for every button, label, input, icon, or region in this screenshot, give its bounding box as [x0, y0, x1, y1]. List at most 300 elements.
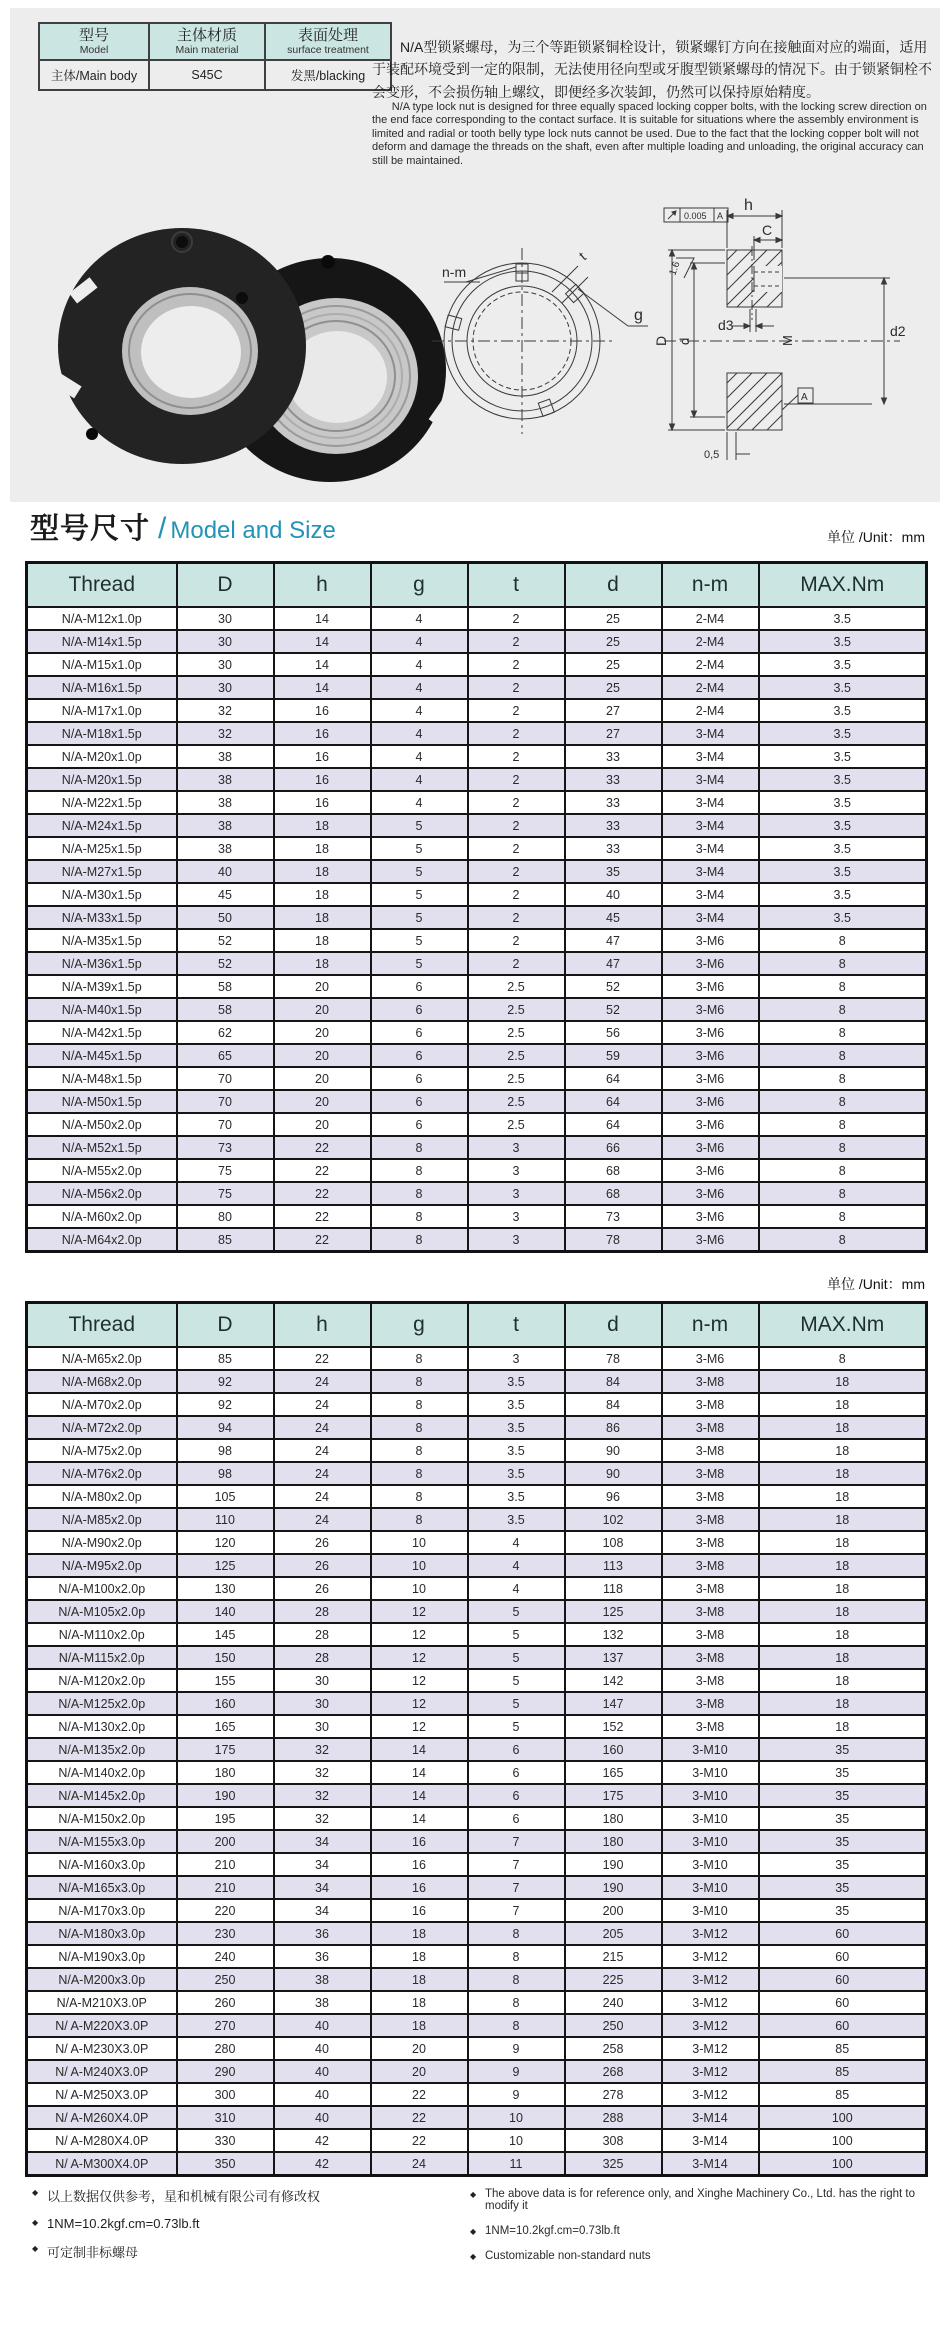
value-cell: 125: [565, 1600, 662, 1623]
value-cell: 120: [177, 1531, 274, 1554]
value-cell: 34: [274, 1899, 371, 1922]
value-cell: 8: [371, 1393, 468, 1416]
value-cell: 75: [177, 1159, 274, 1182]
value-cell: 30: [177, 676, 274, 699]
value-cell: 16: [274, 745, 371, 768]
thread-cell: N/ A-M280X4.0P: [27, 2129, 177, 2152]
value-cell: 108: [565, 1531, 662, 1554]
value-cell: 3-M10: [662, 1738, 759, 1761]
value-cell: 24: [274, 1370, 371, 1393]
value-cell: 40: [274, 2106, 371, 2129]
value-cell: 38: [177, 768, 274, 791]
thread-cell: N/A-M145x2.0p: [27, 1784, 177, 1807]
thread-cell: N/A-M55x2.0p: [27, 1159, 177, 1182]
value-cell: 18: [759, 1554, 927, 1577]
value-cell: 165: [565, 1761, 662, 1784]
value-cell: 22: [274, 1205, 371, 1228]
value-cell: 3-M6: [662, 998, 759, 1021]
value-cell: 33: [565, 791, 662, 814]
value-cell: 195: [177, 1807, 274, 1830]
value-cell: 5: [468, 1715, 565, 1738]
value-cell: 8: [759, 975, 927, 998]
lock-nut-front: [50, 228, 306, 464]
footnotes-english: [470, 2188, 935, 2275]
value-cell: 22: [371, 2083, 468, 2106]
table-row: [27, 929, 927, 952]
thread-cell: N/A-M80x2.0p: [27, 1485, 177, 1508]
table-row: [27, 1044, 927, 1067]
value-cell: 18: [371, 1945, 468, 1968]
value-cell: 8: [759, 1113, 927, 1136]
value-cell: 160: [565, 1738, 662, 1761]
column-header: D: [177, 1303, 274, 1348]
table-row: [27, 630, 927, 653]
size-table-2: [25, 1301, 928, 2177]
value-cell: 68: [565, 1159, 662, 1182]
value-cell: 7: [468, 1876, 565, 1899]
value-cell: 3-M4: [662, 791, 759, 814]
value-cell: 60: [759, 1968, 927, 1991]
column-header: t: [468, 1303, 565, 1348]
value-cell: 5: [371, 929, 468, 952]
value-cell: 22: [274, 1182, 371, 1205]
value-cell: 8: [759, 952, 927, 975]
value-cell: 190: [565, 1853, 662, 1876]
dim-label-n-m: n-m: [442, 264, 467, 280]
table-row: [27, 1876, 927, 1899]
table-row: [27, 2014, 927, 2037]
thread-cell: N/A-M18x1.5p: [27, 722, 177, 745]
value-cell: 258: [565, 2037, 662, 2060]
value-cell: 20: [274, 998, 371, 1021]
thread-cell: N/A-M56x2.0p: [27, 1182, 177, 1205]
value-cell: 40: [177, 860, 274, 883]
value-cell: 180: [565, 1830, 662, 1853]
column-header: h: [274, 563, 371, 608]
thread-cell: N/A-M65x2.0p: [27, 1347, 177, 1370]
table-row: [27, 1784, 927, 1807]
value-cell: 325: [565, 2152, 662, 2176]
value-cell: 2.5: [468, 998, 565, 1021]
value-cell: 125: [177, 1554, 274, 1577]
thread-cell: N/A-M48x1.5p: [27, 1067, 177, 1090]
value-cell: 3-M8: [662, 1462, 759, 1485]
table-row: [27, 1485, 927, 1508]
value-cell: 40: [274, 2083, 371, 2106]
table-row: [27, 2152, 927, 2176]
value-cell: 290: [177, 2060, 274, 2083]
value-cell: 3-M8: [662, 1577, 759, 1600]
value-cell: 35: [565, 860, 662, 883]
value-cell: 30: [177, 607, 274, 630]
thread-cell: N/A-M17x1.0p: [27, 699, 177, 722]
table-row: [27, 860, 927, 883]
value-cell: 3-M10: [662, 1807, 759, 1830]
value-cell: 98: [177, 1462, 274, 1485]
value-cell: 2: [468, 745, 565, 768]
value-cell: 4: [468, 1531, 565, 1554]
table-row: [27, 1623, 927, 1646]
value-cell: 3-M8: [662, 1554, 759, 1577]
value-cell: 60: [759, 1922, 927, 1945]
value-cell: 3: [468, 1159, 565, 1182]
value-cell: 300: [177, 2083, 274, 2106]
footnote-item: ◆ 1NM=10.2kgf.cm=0.73lb.ft: [32, 2216, 452, 2231]
value-cell: 90: [565, 1439, 662, 1462]
value-cell: 6: [468, 1807, 565, 1830]
value-cell: 34: [274, 1830, 371, 1853]
table-row: [27, 1090, 927, 1113]
value-cell: 8: [371, 1462, 468, 1485]
value-cell: 20: [371, 2060, 468, 2083]
table-row: [27, 906, 927, 929]
value-cell: 18: [759, 1669, 927, 1692]
value-cell: 240: [565, 1991, 662, 2014]
value-cell: 8: [759, 929, 927, 952]
value-cell: 73: [565, 1205, 662, 1228]
value-cell: 2.5: [468, 1113, 565, 1136]
column-header: Thread: [27, 1303, 177, 1348]
value-cell: 64: [565, 1113, 662, 1136]
value-cell: 70: [177, 1113, 274, 1136]
table-row: [27, 1113, 927, 1136]
value-cell: 32: [274, 1761, 371, 1784]
column-header: d: [565, 563, 662, 608]
value-cell: 14: [274, 676, 371, 699]
value-cell: 85: [177, 1228, 274, 1252]
value-cell: 18: [371, 1968, 468, 1991]
value-cell: 14: [274, 653, 371, 676]
value-cell: 3-M12: [662, 2060, 759, 2083]
dim-label-D: D: [653, 335, 669, 346]
footnotes-chinese: [32, 2186, 452, 2272]
value-cell: 85: [759, 2083, 927, 2106]
thread-cell: N/A-M70x2.0p: [27, 1393, 177, 1416]
value-cell: 142: [565, 1669, 662, 1692]
table-row: [27, 1159, 927, 1182]
value-cell: 60: [759, 1991, 927, 2014]
column-header: n-m: [662, 563, 759, 608]
value-cell: 18: [759, 1439, 927, 1462]
value-cell: 250: [177, 1968, 274, 1991]
value-cell: 3-M6: [662, 1113, 759, 1136]
value-cell: 3-M8: [662, 1669, 759, 1692]
table-row: [27, 2129, 927, 2152]
value-cell: 3-M8: [662, 1623, 759, 1646]
value-cell: 4: [371, 630, 468, 653]
value-cell: 50: [177, 906, 274, 929]
thread-cell: N/ A-M240X3.0P: [27, 2060, 177, 2083]
dim-label-t: t: [575, 248, 589, 264]
column-header: g: [371, 1303, 468, 1348]
value-cell: 20: [274, 1044, 371, 1067]
value-cell: 3.5: [759, 653, 927, 676]
value-cell: 25: [565, 653, 662, 676]
value-cell: 78: [565, 1347, 662, 1370]
value-cell: 8: [759, 1159, 927, 1182]
thread-cell: N/A-M12x1.0p: [27, 607, 177, 630]
value-cell: 308: [565, 2129, 662, 2152]
table-row: [27, 791, 927, 814]
value-cell: 8: [759, 1067, 927, 1090]
value-cell: 3.5: [468, 1416, 565, 1439]
thread-cell: N/A-M22x1.5p: [27, 791, 177, 814]
value-cell: 60: [759, 2014, 927, 2037]
value-cell: 4: [468, 1577, 565, 1600]
dim-label-g: g: [634, 307, 643, 324]
value-cell: 8: [759, 1182, 927, 1205]
value-cell: 137: [565, 1646, 662, 1669]
value-cell: 68: [565, 1182, 662, 1205]
value-cell: 180: [565, 1807, 662, 1830]
value-cell: 18: [759, 1370, 927, 1393]
value-cell: 16: [274, 791, 371, 814]
value-cell: 5: [468, 1600, 565, 1623]
value-cell: 2.5: [468, 975, 565, 998]
value-cell: 16: [274, 722, 371, 745]
column-header: n-m: [662, 1303, 759, 1348]
column-header: MAX.Nm: [759, 563, 927, 608]
info-cell-body: 主体/Main body: [39, 60, 149, 90]
value-cell: 14: [371, 1807, 468, 1830]
value-cell: 180: [177, 1761, 274, 1784]
value-cell: 3-M14: [662, 2129, 759, 2152]
value-cell: 3.5: [759, 860, 927, 883]
thread-cell: N/A-M14x1.5p: [27, 630, 177, 653]
table-row: [27, 1899, 927, 1922]
value-cell: 12: [371, 1623, 468, 1646]
value-cell: 3-M6: [662, 1044, 759, 1067]
value-cell: 2.5: [468, 1090, 565, 1113]
dim-label-h: h: [744, 197, 753, 214]
info-header-material-en: Main material: [175, 44, 239, 57]
value-cell: 36: [274, 1922, 371, 1945]
table-row: [27, 1830, 927, 1853]
value-cell: 4: [371, 745, 468, 768]
thread-cell: N/A-M52x1.5p: [27, 1136, 177, 1159]
thread-cell: N/A-M190x3.0p: [27, 1945, 177, 1968]
value-cell: 4: [371, 722, 468, 745]
footnote-item: ◆ 以上数据仅供参考，星和机械有限公司有修改权: [32, 2186, 452, 2205]
info-header-model-en: Model: [79, 44, 109, 57]
value-cell: 113: [565, 1554, 662, 1577]
thread-cell: N/A-M30x1.5p: [27, 883, 177, 906]
table-row: [27, 1807, 927, 1830]
thread-cell: N/A-M135x2.0p: [27, 1738, 177, 1761]
value-cell: 66: [565, 1136, 662, 1159]
thread-cell: N/A-M115x2.0p: [27, 1646, 177, 1669]
info-header-model: [39, 23, 149, 60]
value-cell: 24: [371, 2152, 468, 2176]
value-cell: 3-M4: [662, 722, 759, 745]
value-cell: 2: [468, 837, 565, 860]
value-cell: 18: [274, 860, 371, 883]
value-cell: 12: [371, 1669, 468, 1692]
value-cell: 8: [371, 1508, 468, 1531]
value-cell: 26: [274, 1531, 371, 1554]
value-cell: 2-M4: [662, 607, 759, 630]
unit-label-2: 单位 /Unit：mm: [827, 1276, 925, 1292]
value-cell: 20: [274, 1090, 371, 1113]
column-header: D: [177, 563, 274, 608]
value-cell: 45: [177, 883, 274, 906]
value-cell: 8: [371, 1416, 468, 1439]
value-cell: 33: [565, 837, 662, 860]
table-row: [27, 1067, 927, 1090]
value-cell: 20: [371, 2037, 468, 2060]
thread-cell: N/A-M140x2.0p: [27, 1761, 177, 1784]
value-cell: 2-M4: [662, 630, 759, 653]
value-cell: 64: [565, 1067, 662, 1090]
value-cell: 65: [177, 1044, 274, 1067]
value-cell: 32: [177, 722, 274, 745]
value-cell: 25: [565, 676, 662, 699]
value-cell: 3-M6: [662, 1090, 759, 1113]
thread-cell: N/A-M75x2.0p: [27, 1439, 177, 1462]
value-cell: 6: [371, 1021, 468, 1044]
value-cell: 215: [565, 1945, 662, 1968]
value-cell: 40: [274, 2014, 371, 2037]
value-cell: 3-M4: [662, 745, 759, 768]
thread-cell: N/A-M105x2.0p: [27, 1600, 177, 1623]
value-cell: 4: [371, 653, 468, 676]
table-row: [27, 1669, 927, 1692]
table-row: [27, 1347, 927, 1370]
value-cell: 18: [371, 2014, 468, 2037]
page-title-cn: 型号尺寸: [30, 513, 151, 545]
value-cell: 22: [274, 1228, 371, 1252]
value-cell: 5: [371, 837, 468, 860]
value-cell: 36: [274, 1945, 371, 1968]
value-cell: 130: [177, 1577, 274, 1600]
value-cell: 10: [371, 1554, 468, 1577]
description-chinese: N/A型锁紧螺母，为三个等距锁紧铜栓设计，锁紧螺钉方向在接触面对应的端面，适用于装配环境受到一定的限制，无法使用径向型或牙腹型锁紧螺母的情况下。由于锁紧铜栓不会变形，不会损伤轴上螺纹，即便经多次装卸，仍然可以保持原始精度。: [372, 39, 932, 100]
value-cell: 3-M6: [662, 1205, 759, 1228]
thread-cell: N/ A-M220X3.0P: [27, 2014, 177, 2037]
value-cell: 3-M8: [662, 1485, 759, 1508]
thread-cell: N/ A-M230X3.0P: [27, 2037, 177, 2060]
value-cell: 14: [371, 1784, 468, 1807]
value-cell: 3.5: [759, 607, 927, 630]
value-cell: 160: [177, 1692, 274, 1715]
value-cell: 33: [565, 745, 662, 768]
value-cell: 8: [759, 998, 927, 1021]
value-cell: 3: [468, 1205, 565, 1228]
value-cell: 270: [177, 2014, 274, 2037]
value-cell: 20: [274, 1021, 371, 1044]
value-cell: 20: [274, 1113, 371, 1136]
value-cell: 94: [177, 1416, 274, 1439]
value-cell: 6: [468, 1761, 565, 1784]
value-cell: 3-M12: [662, 2083, 759, 2106]
value-cell: 8: [759, 1044, 927, 1067]
value-cell: 2-M4: [662, 699, 759, 722]
value-cell: 205: [565, 1922, 662, 1945]
value-cell: 3-M4: [662, 860, 759, 883]
value-cell: 200: [565, 1899, 662, 1922]
value-cell: 3-M6: [662, 1067, 759, 1090]
value-cell: 8: [371, 1159, 468, 1182]
value-cell: 3-M4: [662, 837, 759, 860]
value-cell: 200: [177, 1830, 274, 1853]
table-row: [27, 1021, 927, 1044]
value-cell: 3-M12: [662, 1968, 759, 1991]
value-cell: 165: [177, 1715, 274, 1738]
value-cell: 35: [759, 1853, 927, 1876]
info-header-surface-cn: 表面处理: [297, 27, 358, 44]
value-cell: 220: [177, 1899, 274, 1922]
value-cell: 2-M4: [662, 653, 759, 676]
value-cell: 52: [565, 975, 662, 998]
value-cell: 8: [371, 1205, 468, 1228]
value-cell: 210: [177, 1853, 274, 1876]
value-cell: 2: [468, 791, 565, 814]
value-cell: 6: [371, 1067, 468, 1090]
value-cell: 28: [274, 1646, 371, 1669]
value-cell: 38: [177, 837, 274, 860]
value-cell: 35: [759, 1784, 927, 1807]
value-cell: 3-M6: [662, 975, 759, 998]
value-cell: 85: [759, 2037, 927, 2060]
info-cell-material: S45C: [149, 60, 265, 90]
value-cell: 80: [177, 1205, 274, 1228]
value-cell: 3-M6: [662, 929, 759, 952]
value-cell: 2: [468, 860, 565, 883]
thread-cell: N/A-M42x1.5p: [27, 1021, 177, 1044]
thread-cell: N/A-M155x3.0p: [27, 1830, 177, 1853]
table-row: [27, 952, 927, 975]
value-cell: 6: [371, 975, 468, 998]
value-cell: 35: [759, 1738, 927, 1761]
value-cell: 3.5: [759, 883, 927, 906]
value-cell: 3-M8: [662, 1646, 759, 1669]
thread-cell: N/A-M165x3.0p: [27, 1876, 177, 1899]
value-cell: 2: [468, 883, 565, 906]
value-cell: 18: [759, 1416, 927, 1439]
value-cell: 7: [468, 1830, 565, 1853]
table-row: [27, 1715, 927, 1738]
value-cell: 60: [759, 1945, 927, 1968]
value-cell: 18: [759, 1692, 927, 1715]
dim-label-M: M: [780, 335, 795, 346]
info-cell-surface: 发黑/blacking: [265, 60, 391, 90]
thread-cell: N/A-M64x2.0p: [27, 1228, 177, 1252]
value-cell: 16: [274, 768, 371, 791]
table-row: [27, 1508, 927, 1531]
value-cell: 10: [371, 1531, 468, 1554]
value-cell: 190: [565, 1876, 662, 1899]
column-header: h: [274, 1303, 371, 1348]
value-cell: 18: [759, 1531, 927, 1554]
column-header: d: [565, 1303, 662, 1348]
value-cell: 5: [468, 1669, 565, 1692]
value-cell: 250: [565, 2014, 662, 2037]
value-cell: 140: [177, 1600, 274, 1623]
table-row: [27, 1416, 927, 1439]
value-cell: 145: [177, 1623, 274, 1646]
value-cell: 2: [468, 699, 565, 722]
table-row: [27, 2037, 927, 2060]
value-cell: 3-M6: [662, 1021, 759, 1044]
value-cell: 3: [468, 1228, 565, 1252]
page-title: [30, 506, 336, 547]
value-cell: 3-M10: [662, 1830, 759, 1853]
value-cell: 3-M8: [662, 1715, 759, 1738]
value-cell: 3-M10: [662, 1876, 759, 1899]
unit-label-1: 单位 /Unit：mm: [827, 529, 925, 545]
value-cell: 3.5: [759, 699, 927, 722]
value-cell: 59: [565, 1044, 662, 1067]
